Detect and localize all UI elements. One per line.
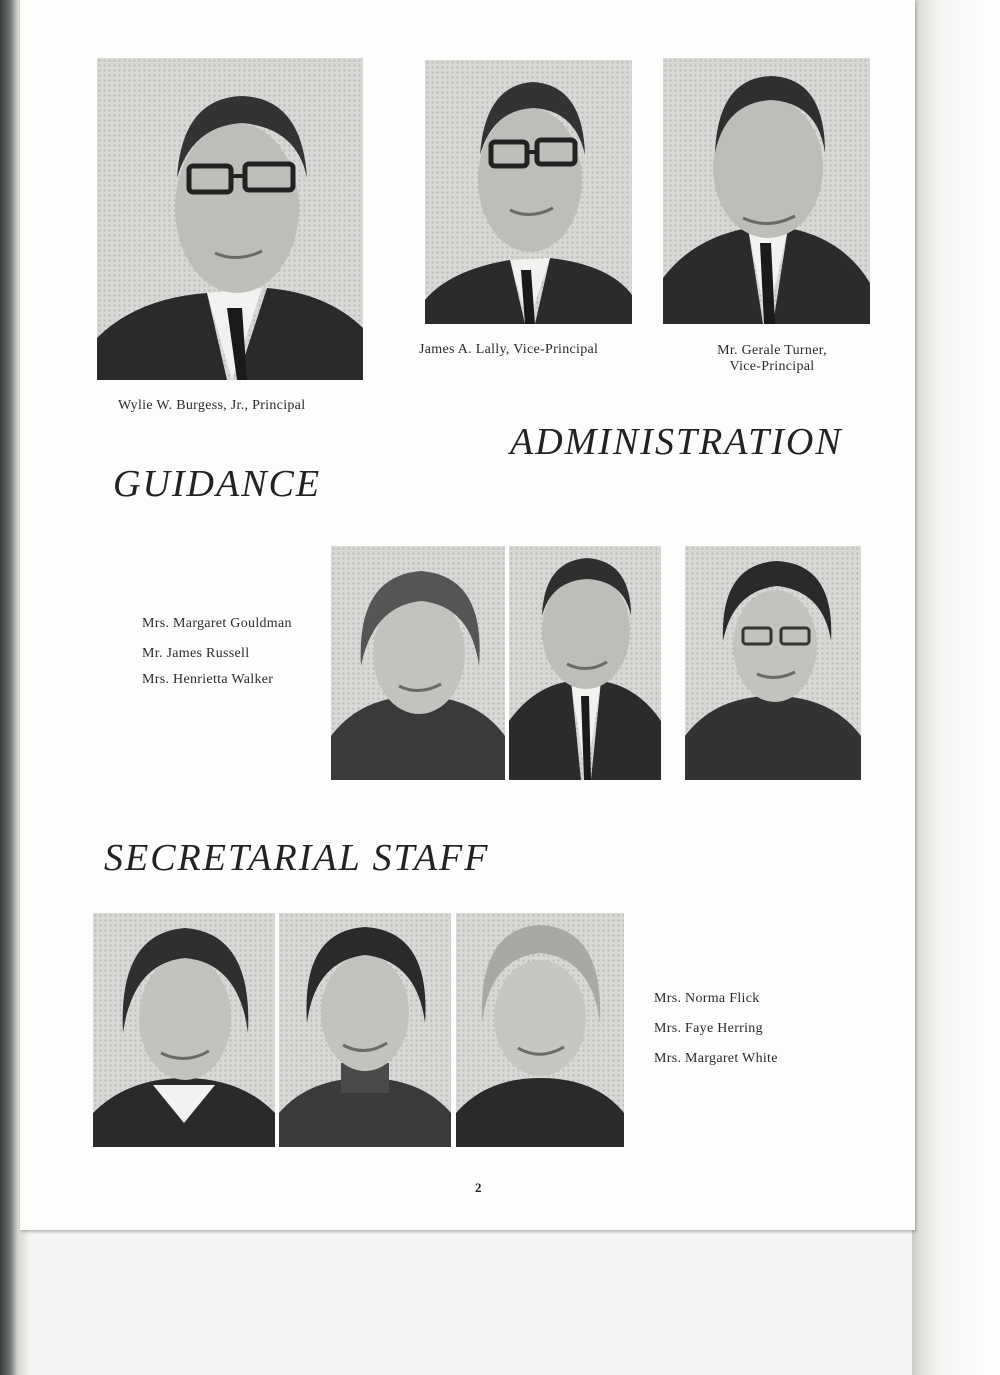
page-number: 2 <box>475 1180 482 1195</box>
portrait-vice-principal-lally <box>425 60 632 324</box>
vice-principal-turner-caption <box>672 343 872 375</box>
portrait-principal <box>97 58 363 380</box>
administration-heading: ADMINISTRATION <box>510 421 843 463</box>
portrait-guidance-3 <box>685 546 861 780</box>
guidance-name: Mr. James Russell <box>142 646 250 661</box>
guidance-name: Mrs. Henrietta Walker <box>142 672 274 687</box>
principal-caption: Wylie W. Burgess, Jr., Principal <box>118 398 306 413</box>
secretarial-name-list <box>654 991 778 1067</box>
secretary-name: Mrs. Margaret White <box>654 1051 778 1066</box>
scan-edge-right <box>912 0 1000 1375</box>
portrait-guidance-1 <box>331 546 505 780</box>
yearbook-page <box>20 0 915 1230</box>
portrait-secretary-3 <box>456 913 624 1147</box>
secretary-name: Mrs. Norma Flick <box>654 991 760 1006</box>
portrait-vice-principal-turner <box>663 58 870 324</box>
vice-principal-turner-name: Mr. Gerale Turner, <box>717 343 827 358</box>
portrait-guidance-2 <box>509 546 661 780</box>
guidance-name: Mrs. Margaret Gouldman <box>142 616 292 631</box>
portrait-secretary-1 <box>93 913 275 1147</box>
guidance-heading: GUIDANCE <box>113 463 322 505</box>
portrait-secretary-2 <box>279 913 451 1147</box>
vice-principal-turner-title: Vice-Principal <box>729 359 815 374</box>
secretarial-staff-heading: SECRETARIAL STAFF <box>104 837 490 879</box>
secretary-name: Mrs. Faye Herring <box>654 1021 763 1036</box>
vice-principal-lally-caption: James A. Lally, Vice-Principal <box>419 342 599 357</box>
guidance-name-list <box>142 616 292 688</box>
